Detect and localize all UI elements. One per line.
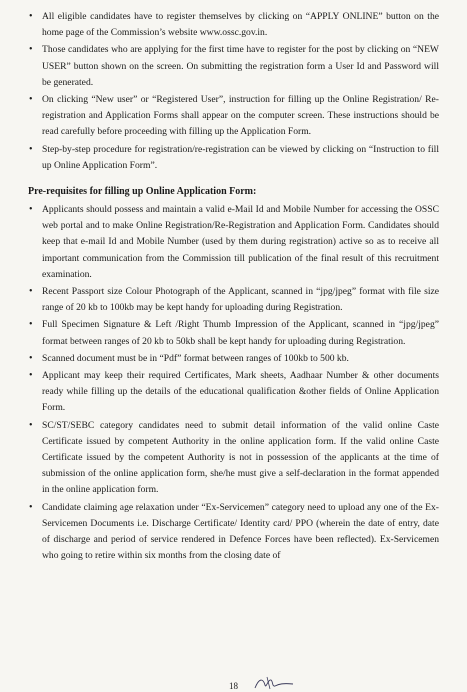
list-item-text: Applicant may keep their required Certificates, Mark sheets, Aadhaar Number & other documents ready while filling up the details of the educational qualification &other fields of Online Application Form.	[42, 370, 439, 414]
list-item	[28, 418, 439, 499]
bullet-icon: •	[29, 501, 33, 513]
list-item	[28, 42, 439, 91]
list-item-text: SC/ST/SEBC category candidates need to submit detail information of the valid online Caste Certificate issued by competent Authority in the online application form. If the valid online Caste Certificate issued by the competent Authority is not in possession of the applicants at the time of submission of the online application form, she/he must give a self-declaration in the format appended in the online application form.	[42, 419, 439, 496]
list-item-text: Full Specimen Signature & Left /Right Thumb Impression of the Applicant, scanned in “jpg/jpeg” format between ranges of 20 kb to 50kb shall be kept handy for uploading during Registration.	[42, 319, 439, 347]
signature-icon	[253, 674, 295, 692]
list-item-text: Those candidates who are applying for the first time have to register for the post by clicking on “NEW USER” button shown on the screen. On submitting the registration form a User Id and Password will be generated.	[42, 44, 439, 88]
section-heading: Pre-requisites for filling up Online Application Form:	[28, 186, 257, 198]
bullet-icon: •	[29, 11, 33, 22]
list-item	[28, 368, 439, 417]
list-item	[28, 202, 439, 283]
bullet-icon: •	[29, 370, 33, 382]
bullet-icon: •	[29, 419, 33, 431]
list-item	[28, 9, 439, 41]
list-item	[28, 92, 439, 141]
list-item-text: Candidate claiming age relaxation under “Ex-Servicemen” category need to upload any one of the Ex-Servicemen Documents i.e. Discharge Certificate/ Identity card/ PPO (wherein the date of entry, date of discharge and period of service rendered in Defence Forces have been reflected). Ex-Servicemen who going to retire within six months from the closing date of	[42, 501, 439, 562]
list-item-text: Scanned document must be in “Pdf” format between ranges of 100kb to 500 kb.	[42, 352, 349, 364]
list-item-text: Step-by-step procedure for registration/re-registration can be viewed by clicking on “Instruction to fill up Online Application Form”.	[42, 143, 439, 171]
list-item-text: On clicking “New user” or “Registered User”, instruction for filling up the Online Registration/ Re-registration and Application Forms shall appear on the computer screen. These instructions should be read carefully before proceeding with filling up the Application Form.	[42, 94, 439, 138]
bullet-icon: •	[29, 286, 33, 298]
intro-list	[28, 9, 439, 174]
bullet-icon: •	[29, 143, 33, 155]
bullet-icon: •	[29, 352, 33, 364]
prerequisites-list	[28, 202, 439, 564]
list-item-text: Applicants should possess and maintain a valid e-Mail Id and Mobile Number for accessing the OSSC web portal and to make Online Registration/Re-Registration and Application Form. Candidates should keep that e-mail Id and Mobile Number (used by them during registration) active so as to receive all important communication from the Commission till publication of the final result of this recruitment examination.	[42, 204, 439, 280]
bullet-icon: •	[29, 319, 33, 331]
bullet-icon: •	[29, 204, 33, 216]
list-item-text: All eligible candidates have to register themselves by clicking on “APPLY ONLINE” button on the home page of the Commission’s website www.ossc.gov.in.	[42, 11, 439, 39]
bullet-icon: •	[29, 94, 33, 106]
list-item	[28, 500, 439, 565]
list-item	[28, 284, 439, 316]
bullet-icon: •	[29, 44, 33, 56]
list-item	[28, 351, 439, 367]
list-item	[28, 317, 439, 349]
list-item	[28, 142, 439, 174]
list-item-text: Recent Passport size Colour Photograph of the Applicant, scanned in “jpg/jpeg” format with file size range of 20 kb to 100kb may be kept handy for uploading during Registration.	[42, 286, 439, 314]
page-number: 18	[229, 681, 238, 691]
